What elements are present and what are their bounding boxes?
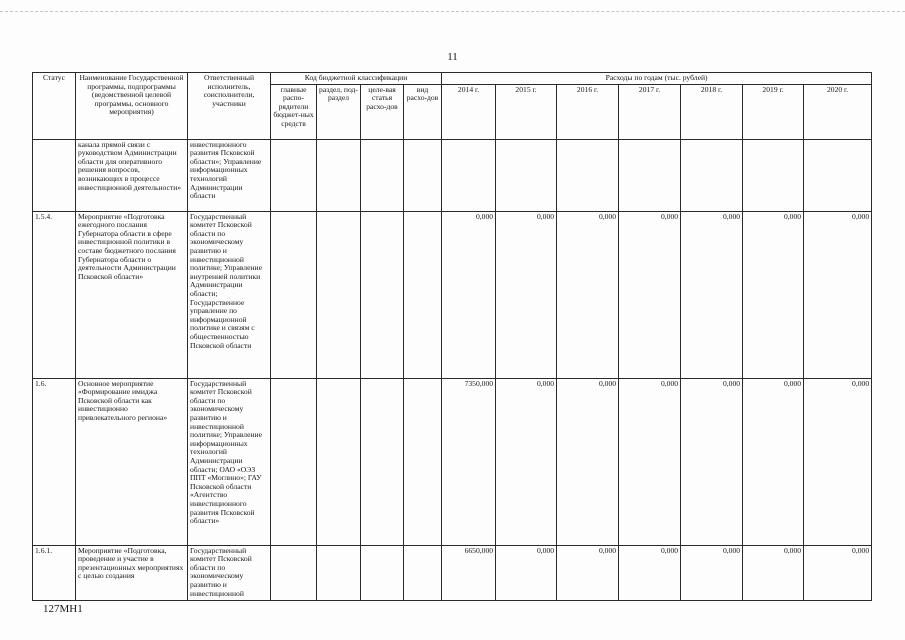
row-main-manager: [271, 211, 317, 378]
scan-edge-line: [0, 11, 905, 12]
page-number: 11: [447, 51, 458, 63]
row-value-2015: [496, 139, 557, 211]
row-name: канала прямой связи с руководством Администрации области для оперативного решения вопросов, возникающих в процессе инвестиционной деятельности»: [76, 139, 188, 211]
row-executors: Государственный комитет Псковской области по экономическому развитию и инвестиционной политике; Управление внутренней политики Администрации области; Государственное управление по информационной политике и связям с общественностью Псковской области: [188, 211, 271, 378]
header-year-2020: 2020 г.: [804, 84, 872, 139]
row-expense-type: [404, 378, 442, 545]
header-section: раздел, под-раздел: [317, 84, 361, 139]
budget-table: [32, 72, 872, 601]
row-value-2017: 0,000: [619, 211, 681, 378]
row-value-2014: 0,000: [442, 211, 496, 378]
row-section: [317, 545, 361, 600]
header-main-manager: главные распо-рядители бюджет-ных средств: [271, 84, 317, 139]
row-name: Мероприятие «Подготовка, проведение и участие в презентационных мероприятиях с целью создания: [76, 545, 188, 600]
row-section: [317, 139, 361, 211]
header-executors: Ответственный исполнитель, соисполнители, участники: [188, 73, 271, 140]
header-program-name: Наименование Государственной программы, подпрограммы (ведомственной целевой программы, основного мероприятия): [76, 73, 188, 140]
row-value-2018: 0,000: [681, 211, 743, 378]
row-executors: Государственный комитет Псковской области по экономическому развитию и инвестиционной: [188, 545, 271, 600]
header-year-2018: 2018 г.: [681, 84, 743, 139]
row-value-2018: 0,000: [681, 545, 743, 600]
row-value-2018: [681, 139, 743, 211]
row-expense-type: [404, 139, 442, 211]
row-target-article: [361, 545, 404, 600]
row-section: [317, 378, 361, 545]
row-value-2014: 6650,000: [442, 545, 496, 600]
row-value-2019: 0,000: [743, 211, 804, 378]
row-value-2016: [557, 139, 619, 211]
header-target-article: целе-вая статья расхо-дов: [361, 84, 404, 139]
row-value-2014: [442, 139, 496, 211]
row-value-2016: 0,000: [557, 211, 619, 378]
row-value-2020: [804, 139, 872, 211]
row-value-2017: 0,000: [619, 545, 681, 600]
row-status: 1.6.1.: [33, 545, 76, 600]
row-value-2020: 0,000: [804, 545, 872, 600]
row-value-2017: [619, 139, 681, 211]
header-year-2014: 2014 г.: [442, 84, 496, 139]
table-row: [33, 139, 872, 211]
row-value-2017: 0,000: [619, 378, 681, 545]
header-expenses: Расходы по годам (тыс. рублей): [442, 73, 872, 85]
row-status: [33, 139, 76, 211]
row-expense-type: [404, 211, 442, 378]
row-value-2015: 0,000: [496, 211, 557, 378]
header-year-2019: 2019 г.: [743, 84, 804, 139]
row-value-2016: 0,000: [557, 378, 619, 545]
row-value-2020: 0,000: [804, 211, 872, 378]
row-section: [317, 211, 361, 378]
header-year-2015: 2015 г.: [496, 84, 557, 139]
row-main-manager: [271, 545, 317, 600]
row-value-2016: 0,000: [557, 545, 619, 600]
row-value-2019: [743, 139, 804, 211]
header-row-main: [33, 73, 872, 85]
header-year-2017: 2017 г.: [619, 84, 681, 139]
row-target-article: [361, 378, 404, 545]
row-expense-type: [404, 545, 442, 600]
row-value-2020: 0,000: [804, 378, 872, 545]
table-row: [33, 378, 872, 545]
table-row: [33, 211, 872, 378]
header-budget-code: Код бюджетной классификации: [271, 73, 442, 85]
row-value-2015: 0,000: [496, 545, 557, 600]
row-name: Мероприятие «Подготовка ежегодного послания Губернатора области в сфере инвестиционной политики в составе бюджетного послания Губернатора области о деятельности Администрации Псковской области»: [76, 211, 188, 378]
row-main-manager: [271, 139, 317, 211]
row-value-2014: 7350,000: [442, 378, 496, 545]
row-value-2015: 0,000: [496, 378, 557, 545]
header-year-2016: 2016 г.: [557, 84, 619, 139]
header-expense-type: вид расхо-дов: [404, 84, 442, 139]
row-value-2019: 0,000: [743, 378, 804, 545]
header-status: Статус: [33, 73, 76, 140]
row-status: 1.6.: [33, 378, 76, 545]
footer-code: 127МН1: [43, 603, 83, 615]
row-value-2019: 0,000: [743, 545, 804, 600]
row-executors: инвестиционного развития Псковской области»; Управление информационных технологий Администрации области: [188, 139, 271, 211]
row-executors: Государственный комитет Псковской области по экономическому развитию и инвестиционной политике; Управление информационных технологий Администрации области; ОАО «ОЭЗ ППТ «Моглино»; ГАУ Псковской области «Агентство инвестиционного развития Псковской области»: [188, 378, 271, 545]
row-value-2018: 0,000: [681, 378, 743, 545]
table-row: [33, 545, 872, 600]
row-status: 1.5.4.: [33, 211, 76, 378]
row-target-article: [361, 139, 404, 211]
row-name: Основное мероприятие «Формирование имиджа Псковской области как инвестиционно привлекательного региона»: [76, 378, 188, 545]
row-target-article: [361, 211, 404, 378]
row-main-manager: [271, 378, 317, 545]
